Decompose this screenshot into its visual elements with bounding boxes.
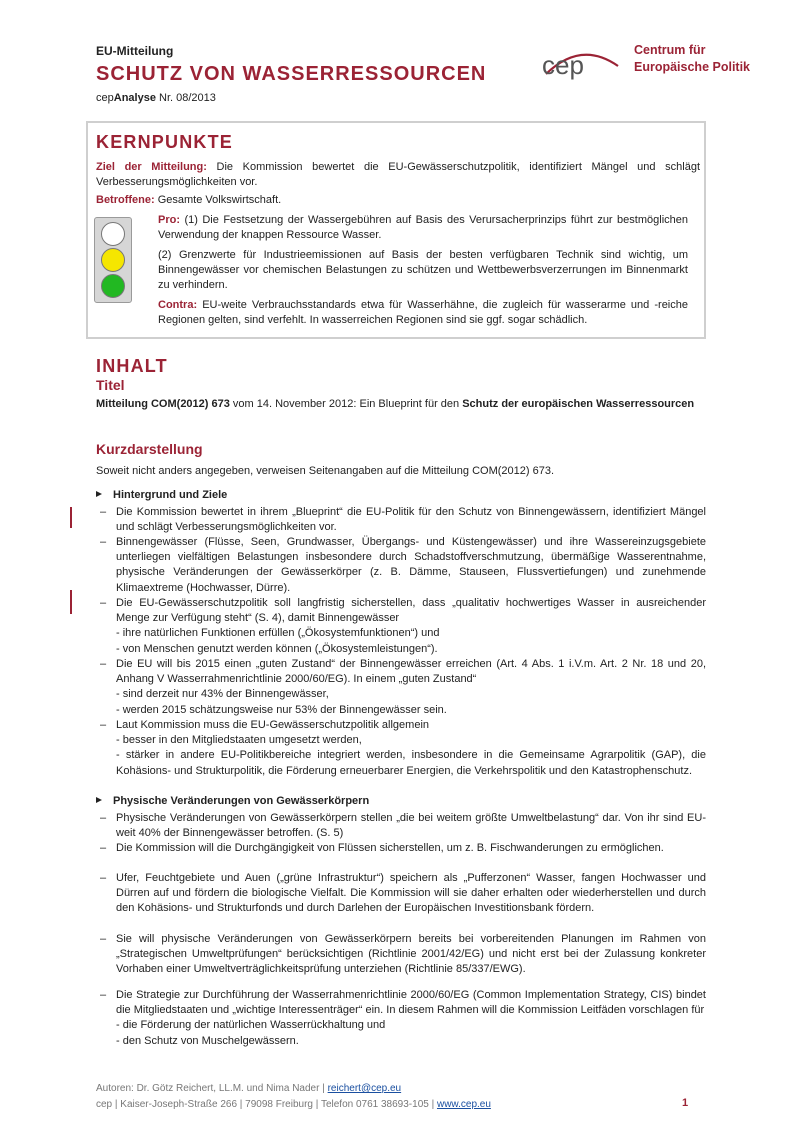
document-kicker: EU-Mitteilung [96,44,174,58]
dash-bullet-icon: – [100,842,107,854]
list-item [100,871,706,917]
ziel-paragraph [96,160,700,190]
analyse-number [96,92,216,104]
section-heading-physische [96,795,369,807]
sub-item: - ihre natürlichen Funktionen erfüllen („Ökosystemfunktionen“) und [116,627,440,640]
dash-bullet-icon: – [100,506,107,518]
dash-bullet-icon: – [100,872,107,884]
list-item [100,718,706,779]
dash-bullet-icon: – [100,933,107,945]
contra-text: EU-weite Verbrauchsstandards etwa für Wasserhähne, die zugleich für wasserarme und -reiche Regionen gelten, sind verfehlt. In wasserreichen Regionen sind sie ggf. sogar schädlich. [158,299,688,327]
sub-item: - von Menschen genutzt werden können („Ökosystemleistungen“). [116,642,438,655]
pro-paragraph [158,213,688,243]
footer-authors-text: Autoren: Dr. Götz Reichert, LL.M. und Nima Nader | [96,1083,328,1094]
sub-item: - besser in den Mitgliedstaaten umgesetzt werden, [116,734,362,747]
betroffene-text: Gesamte Volkswirtschaft. [154,194,282,206]
website-link[interactable]: www.cep.eu [436,1099,491,1110]
list-item-text: Laut Kommission muss die EU-Gewässerschutzpolitik allgemein [116,719,430,731]
logo-text [634,42,750,76]
contra-label: Contra: [158,299,198,311]
footer-address-text: cep | Kaiser-Joseph-Straße 266 | 79098 Freiburg | Telefon 0761 38693-105 | [96,1099,437,1110]
list-item-text: Die Kommission will die Durchgängigkeit von Flüssen sicherstellen, um z. B. Fischwanderungen zu ermöglichen. [116,842,664,854]
section-heading-text: Hintergrund und Ziele [113,489,228,501]
list-item-text: Binnengewässer (Flüsse, Seen, Grundwasser, Übergangs- und Küstengewässer) und ihre Wassereinzugsgebiete unterliegen vielfältigen Belastungen insbesondere durch Schadstoffverschmutzung, übermäßige Wasserentnahme, physische Veränderungen der Gewässerkörper (z. B. Dämme, Stauseen, Flussvertiefungen) und zunehmende Klimaextreme (Hochwasser, Dürre). [116,536,706,594]
logo-wordmark: cep [542,50,584,80]
ziel-text: Die Kommission bewertet die EU-Gewässerschutzpolitik, identifiziert Mängel und schlägt Verbesserungsmöglichkeiten vor. [96,161,701,189]
list-item-text: Die EU will bis 2015 einen „guten Zustand“ der Binnengewässer erreichen (Art. 4 Abs. 1 i.V.m. Art. 2 Nr. 18 und 20, Anhang V Wasserrahmenrichtlinie 2000/60/EG). In einem „guten Zustand“ [116,658,706,686]
analyse-bold: Analyse [113,92,156,104]
list-item [100,535,706,596]
list-item-text: Die Kommission bewertet in ihrem „Blueprint“ die EU-Politik für den Schutz von Binnengewässern, identifiziert Mängel und schlägt Verbesserungsmöglichkeiten vor. [116,506,706,534]
kurzdarstellung-heading: Kurzdarstellung [96,441,203,457]
analyse-prefix: cep [96,92,114,104]
section-heading-text: Physische Veränderungen von Gewässerkörpern [113,795,370,807]
list-item-text: Sie will physische Veränderungen von Gewässerkörpern bereits bei vorbereitenden Planungen im Rahmen von „Strategischen Umweltprüfungen“ berücksichtigen (Richtlinie 2001/42/EG) und nicht erst bei der Zulassung konkreter Vorhaben einer Umweltverträglichkeitsprüfung unterziehen (Richtlinie 85/337/EWG). [116,933,706,976]
dash-bullet-icon: – [100,597,107,609]
author-email-link[interactable]: reichert@cep.eu [327,1083,402,1094]
dash-bullet-icon: – [100,989,107,1001]
ziel-label: Ziel der Mitteilung: [96,161,207,173]
list-item [100,841,706,856]
triangle-bullet-icon [96,491,102,497]
pro2-paragraph: (2) Grenzwerte für Industrieemissionen auf Basis der besten verfügbaren Technik sind wichtig, um Binnengewässer vor chemischen Belastungen zu schützen und Wettbewerbsverzerrungen im Binnenmarkt zu verhindern. [158,249,688,292]
list-item [100,988,706,1049]
dash-bullet-icon: – [100,536,107,548]
list-item [100,811,706,841]
list-item [100,505,706,535]
contra-paragraph [158,298,688,328]
list-item [100,657,706,718]
list-item [100,932,706,978]
triangle-bullet-icon [96,797,102,803]
page-number: 1 [682,1097,689,1109]
titel-text [96,397,706,412]
sub-item: - den Schutz von Muschelgewässern. [116,1034,299,1047]
analyse-suffix: Nr. 08/2013 [155,92,216,104]
list-item-text: Die Strategie zur Durchführung der Wasserrahmenrichtlinie 2000/60/EG (Common Implementation Strategy, CIS) bindet die Mitgliedstaaten und „wichtige Interessenträger“ ein. In diesem Rahmen will die Kommission Leitfäden vorschlagen für [116,989,706,1017]
titel-bold-1: Mitteilung COM(2012) 673 [96,398,230,410]
traffic-light-icon [94,217,132,303]
list-item [100,596,706,657]
dash-bullet-icon: – [100,719,107,731]
traffic-lamp-middle [101,248,125,272]
inhalt-title: INHALT [96,356,168,376]
titel-bold-2: Schutz der europäischen Wasserressourcen [462,398,695,410]
sub-item: - sind derzeit nur 43% der Binnengewässer, [116,688,329,701]
titel-mid: vom 14. November 2012: Ein Blueprint für den [229,398,463,410]
cep-logo [538,38,778,88]
pro-label: Pro: [158,214,180,226]
titel-heading: Titel [96,377,125,393]
dash-bullet-icon: – [100,658,107,670]
section-heading-hintergrund [96,489,227,501]
pro-text: (1) Die Festsetzung der Wassergebühren auf Basis des Verursacherprinzips führt zur bestmöglichen Verwendung der knappen Ressource Wasser. [158,214,688,242]
kurzdarstellung-intro: Soweit nicht anders angegeben, verweisen Seitenangaben auf die Mitteilung COM(2012) 673. [96,465,555,477]
document-title: SCHUTZ VON WASSERRESSOURCEN [96,63,487,85]
sub-item: - werden 2015 schätzungsweise nur 53% der Binnengewässer sein. [116,703,447,716]
kernpunkte-title: KERNPUNKTE [96,132,234,152]
list-item-text: Die EU-Gewässerschutzpolitik soll langfristig sicherstellen, dass „qualitativ hochwertiges Wasser in ausreichender Menge zur Verfügung steht“ (S. 4), damit Binnengewässer [116,597,706,625]
footer-address [96,1097,491,1113]
dash-bullet-icon: – [100,812,107,824]
list-item-text: Ufer, Feuchtgebiete und Auen („grüne Infrastruktur“) speichern als „Pufferzonen“ Wasser, fangen Hochwasser und Dürren auf und fördern die biologische Vielfalt. Die Kommission will sie daher erhalten oder wiederherstellen und durch den Kohäsions- und Strukturfonds und durch Darlehen der Europäischen Investitionsbank fördern. [116,872,706,915]
footer-authors [96,1081,491,1097]
change-bar [70,590,72,614]
sub-item: - stärker in andere EU-Politikbereiche integriert werden, insbesondere in die Gemeinsame Agrarpolitik (GAP), die Kohäsions- und Strukturpolitik, die Förderung erneuerbarer Energien, die Verkehrspolitik und den Katastrophenschutz. [116,749,706,777]
traffic-lamp-top [101,222,125,246]
betroffene-label: Betroffene: [96,194,155,206]
footer [96,1081,491,1113]
logo-line-1: Centrum für [634,43,706,57]
list-item-text: Physische Veränderungen von Gewässerkörpern stellen „die bei weitem größte Umweltbelastung“ dar. Von ihr sind EU-weit 40% der Binnengewässer betroffen. (S. 5) [116,812,706,840]
cep-logo-icon [538,38,624,88]
logo-line-2: Europäische Politik [634,60,751,74]
traffic-lamp-bottom [101,274,125,298]
betroffene-paragraph [96,193,700,208]
change-bar [70,507,72,528]
sub-item: - die Förderung der natürlichen Wasserrückhaltung und [116,1019,386,1032]
